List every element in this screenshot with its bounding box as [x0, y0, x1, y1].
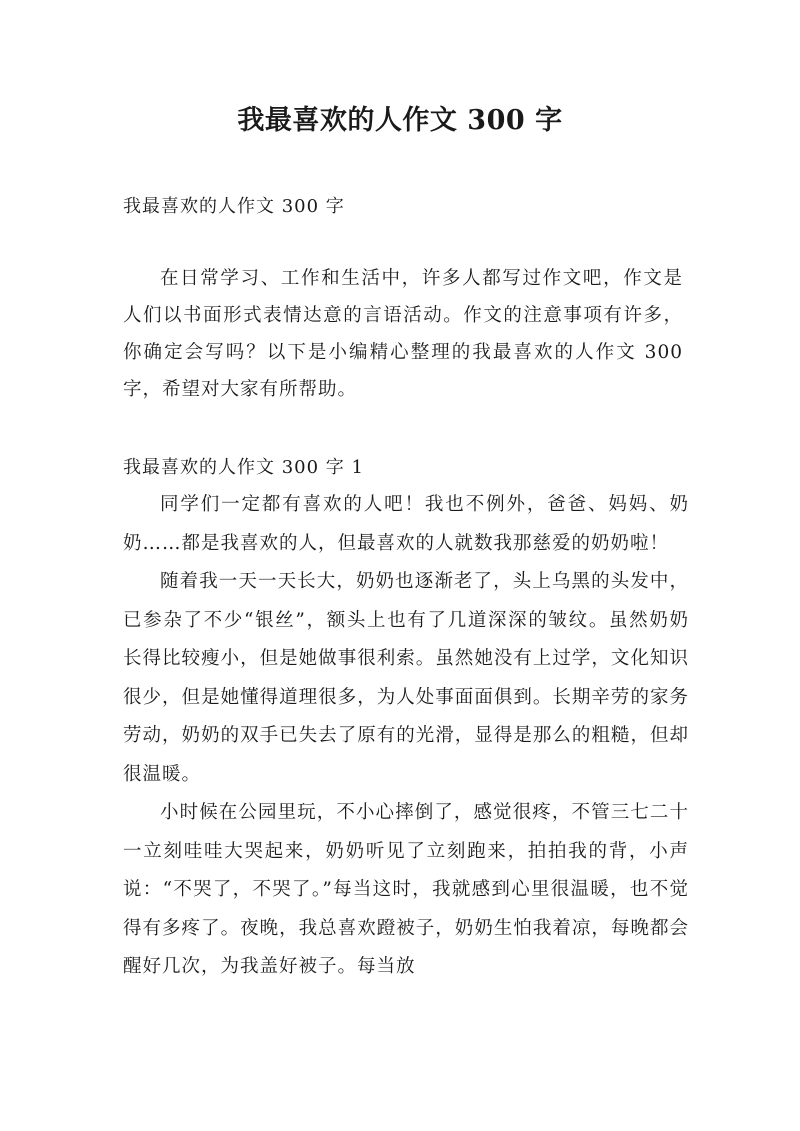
intro-paragraph: 在日常学习、工作和生活中，许多人都写过作文吧，作文是人们以书面形式表情达意的言语活动。作文的注意事项有许多，你确定会写吗？以下是小编精心整理的我最喜欢的人作文 300 字，希望对大家有所帮助。	[123, 268, 683, 400]
essay-paragraph-3: 小时候在公园里玩，不小心摔倒了，感觉很疼，不管三七二十一立刻哇哇大哭起来，奶奶听见了立刻跑来，拍拍我的背，小声说：“不哭了，不哭了。”每当这时，我就感到心里很温暖，也不觉得有多疼了。夜晚，我总喜欢蹬被子，奶奶生怕我着凉，每晚都会醒好几次，为我盖好被子。每当放	[123, 802, 689, 977]
document-title: 我最喜欢的人作文 300 字	[237, 105, 563, 136]
essay-paragraph-1: 同学们一定都有喜欢的人吧！我也不例外，爸爸、妈妈、奶奶……都是我喜欢的人，但最喜欢的人就数我那慈爱的奶奶啦！	[123, 494, 689, 554]
essay-body	[123, 486, 689, 987]
essay-paragraph-2: 随着我一天一天长大，奶奶也逐渐老了，头上乌黑的头发中，已参杂了不少“银丝”，额头上也有了几道深深的皱纹。虽然奶奶长得比较瘦小，但是她做事很利索。虽然她没有上过学，文化知识很少，但是她懂得道理很多，为人处事面面俱到。长期辛劳的家务劳动，奶奶的双手已失去了原有的光滑，显得是那么的粗糙，但却很温暖。	[123, 571, 689, 785]
document-subtitle: 我最喜欢的人作文 300 字	[123, 196, 345, 217]
section-heading: 我最喜欢的人作文 300 字 1	[123, 457, 364, 478]
